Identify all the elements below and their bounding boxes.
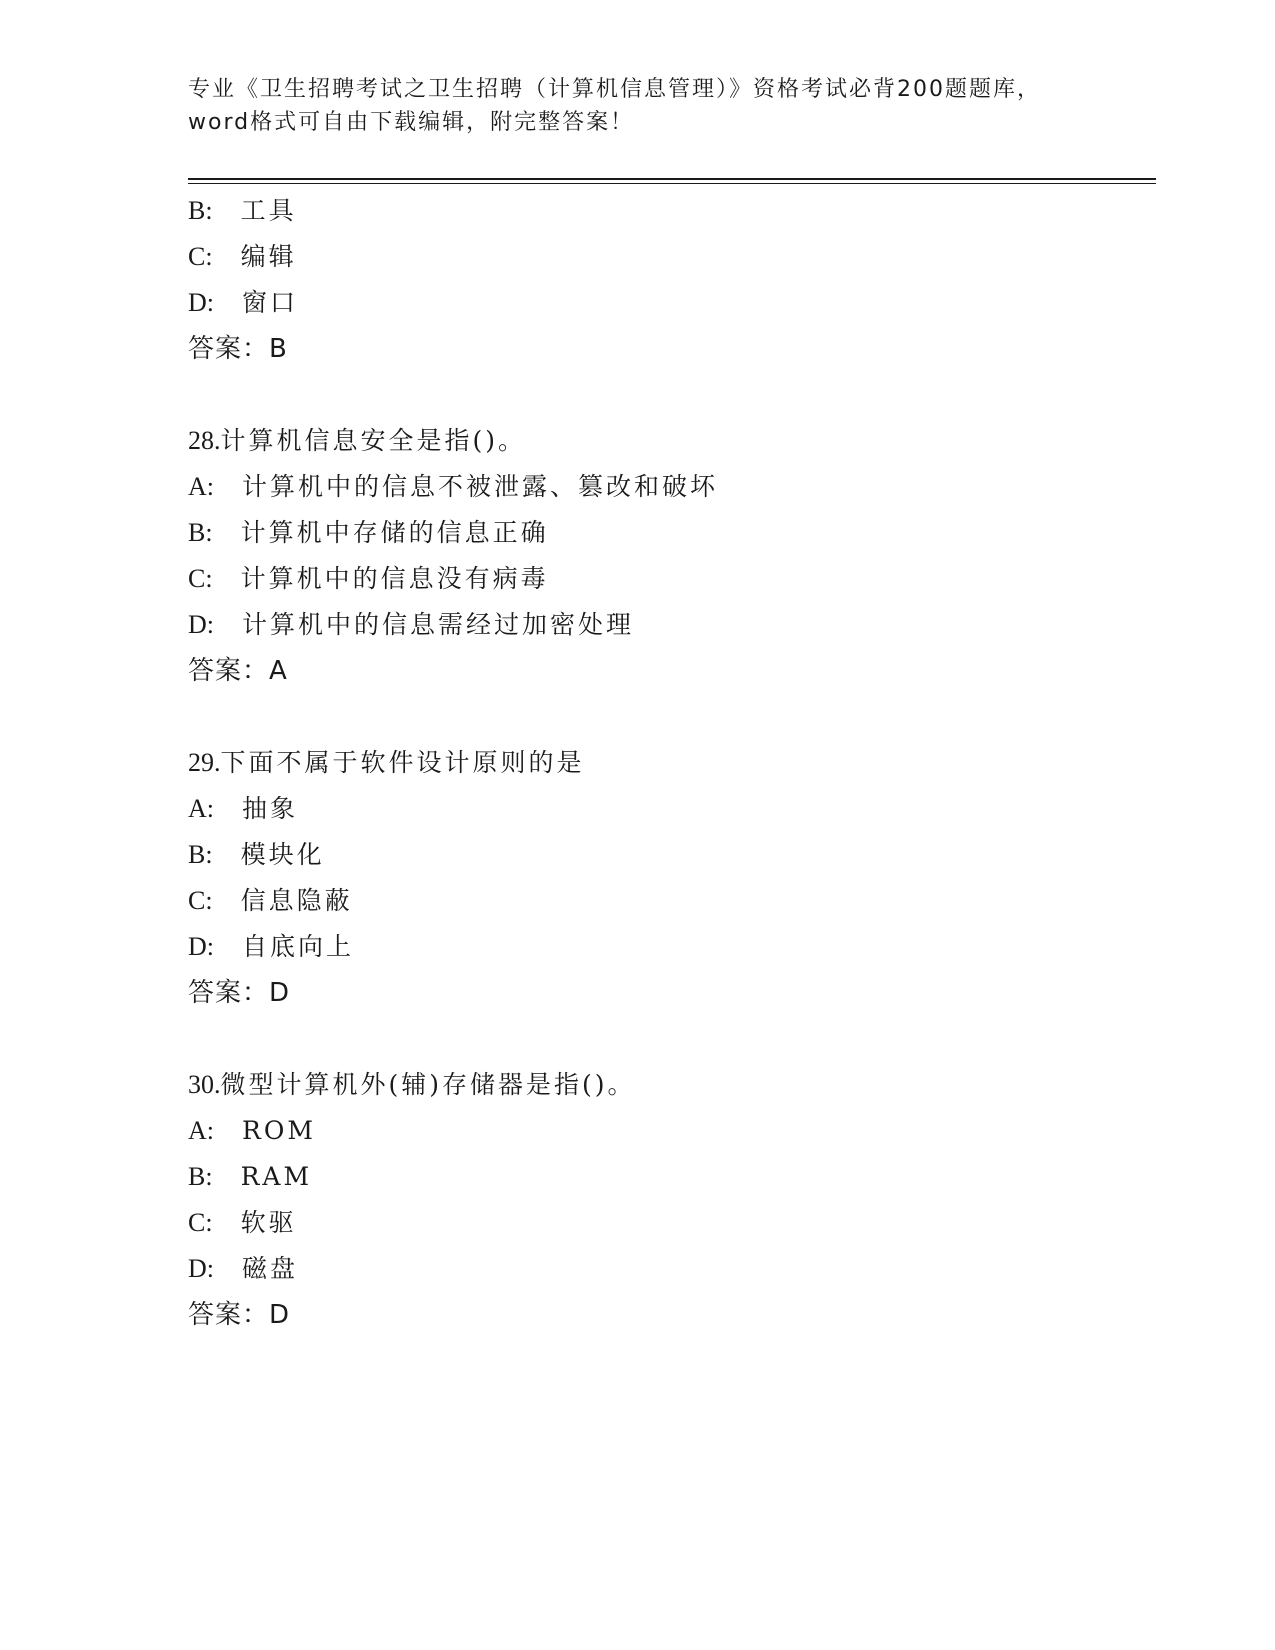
option-b	[188, 1154, 1148, 1200]
option-text: 抽象	[242, 794, 299, 823]
question-stem	[188, 1062, 1148, 1108]
option-key: B:	[188, 840, 213, 869]
option-key: B:	[188, 196, 213, 225]
option-text: 模块化	[240, 840, 325, 869]
option-text: 窗口	[242, 288, 299, 317]
option-c	[188, 234, 1148, 280]
option-b	[188, 510, 1148, 556]
option-key: D:	[188, 1254, 214, 1283]
document-header	[188, 73, 1088, 139]
option-text: 磁盘	[242, 1254, 299, 1283]
question-stem	[188, 418, 1148, 464]
option-key: A:	[188, 794, 214, 823]
option-text: 编辑	[240, 242, 297, 271]
option-key: A:	[188, 472, 214, 501]
question-text: 微型计算机外(辅)存储器是指()。	[220, 1070, 636, 1099]
option-c	[188, 556, 1148, 602]
option-text: 自底向上	[242, 932, 355, 961]
question-stem	[188, 740, 1148, 786]
option-c	[188, 1200, 1148, 1246]
option-key: C:	[188, 1208, 213, 1237]
answer-line: 答案：A	[188, 656, 288, 686]
option-a	[188, 1108, 1148, 1154]
option-key: D:	[188, 610, 214, 639]
option-b	[188, 188, 1148, 234]
option-text: RAM	[240, 1162, 313, 1191]
option-key: D:	[188, 288, 214, 317]
option-key: B:	[188, 518, 213, 547]
option-key: A:	[188, 1116, 214, 1145]
header-line-2: word格式可自由下载编辑，附完整答案！	[188, 110, 635, 135]
option-text: 软驱	[240, 1208, 297, 1237]
option-text: 工具	[240, 196, 297, 225]
option-d	[188, 1246, 1148, 1292]
option-a	[188, 786, 1148, 832]
question-30	[188, 1062, 1148, 1338]
header-divider	[188, 178, 1156, 184]
question-partial	[188, 188, 1148, 372]
option-c	[188, 878, 1148, 924]
option-key: C:	[188, 886, 213, 915]
question-number: 29.	[188, 748, 221, 777]
option-text: 信息隐蔽	[240, 886, 353, 915]
question-29	[188, 740, 1148, 1016]
option-b	[188, 832, 1148, 878]
option-key: C:	[188, 242, 213, 271]
question-list	[188, 188, 1148, 1338]
option-d	[188, 924, 1148, 970]
option-key: D:	[188, 932, 214, 961]
document-page	[188, 0, 1148, 1650]
question-28	[188, 418, 1148, 694]
question-number: 28.	[188, 426, 221, 455]
answer-line: 答案：D	[188, 1300, 291, 1330]
option-text: 计算机中的信息需经过加密处理	[242, 610, 635, 639]
answer-line: 答案：B	[188, 334, 288, 364]
option-key: C:	[188, 564, 213, 593]
option-text: 计算机中存储的信息正确	[240, 518, 549, 547]
answer-line: 答案：D	[188, 978, 291, 1008]
header-line-1: 专业《卫生招聘考试之卫生招聘（计算机信息管理）》资格考试必背200题题库，	[188, 77, 1041, 102]
option-text: 计算机中的信息没有病毒	[240, 564, 549, 593]
option-text: ROM	[242, 1116, 316, 1145]
option-key: B:	[188, 1162, 213, 1191]
option-d	[188, 280, 1148, 326]
option-d	[188, 602, 1148, 648]
question-text: 下面不属于软件设计原则的是	[220, 748, 585, 777]
option-text: 计算机中的信息不被泄露、篡改和破坏	[242, 472, 719, 501]
option-a	[188, 464, 1148, 510]
question-number: 30.	[188, 1070, 221, 1099]
question-text: 计算机信息安全是指()。	[220, 426, 527, 455]
